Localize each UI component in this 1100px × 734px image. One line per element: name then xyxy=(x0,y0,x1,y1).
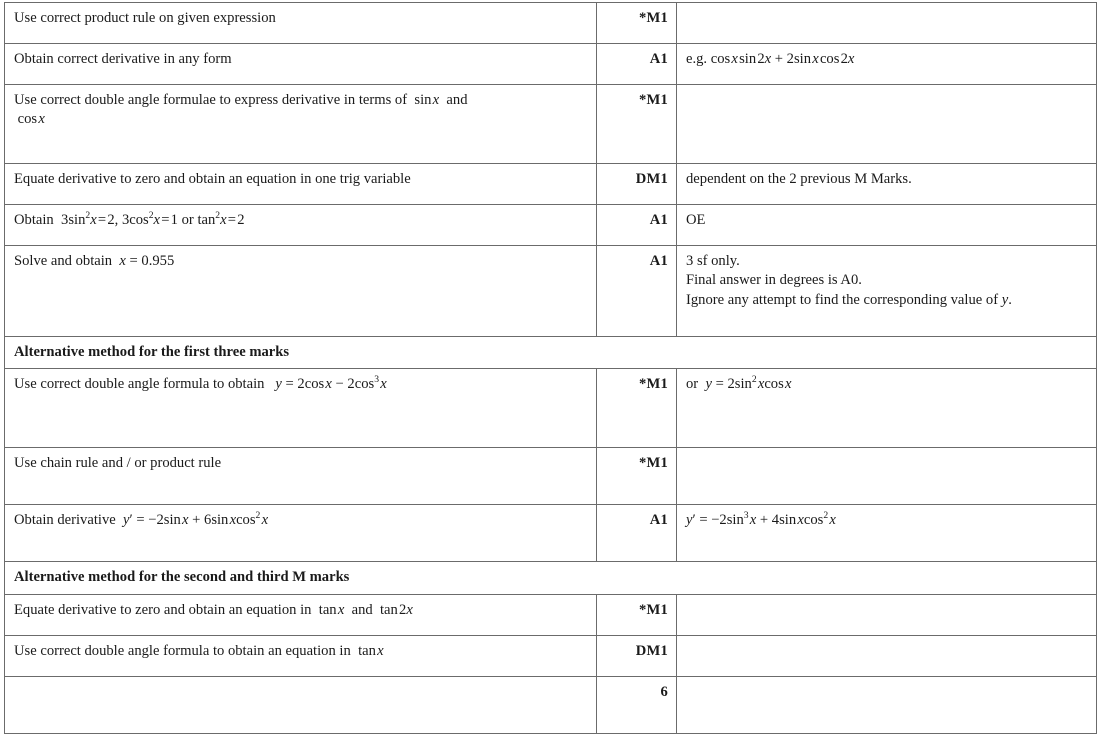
row-description-math: $3\sin^2x$ = 2 xyxy=(57,210,115,228)
row-description: Use chain rule and / or product rule xyxy=(5,448,597,505)
row-mark: *M1 xyxy=(597,369,677,448)
row-description-text: Use correct double angle formula to obtain an equation in xyxy=(14,642,351,659)
row-mark: *M1 xyxy=(597,3,677,44)
row-description-text: Use correct double angle formula to obtain xyxy=(14,376,265,393)
row-description-math: tan x xyxy=(358,642,384,659)
row-description xyxy=(5,635,597,676)
row-description xyxy=(5,246,597,337)
total-description xyxy=(5,676,597,733)
row-mark: DM1 xyxy=(597,164,677,205)
row-description-math-2: cos x xyxy=(17,111,45,128)
row-description-math: y = 2cos $x - 2\cos^3$ x xyxy=(275,374,387,393)
note-expression: $y' = -2\sin^3$ x + 4sin xcos$^2$ x xyxy=(686,510,836,529)
row-mark: A1 xyxy=(597,246,677,337)
table-row xyxy=(5,369,1097,448)
table-row xyxy=(5,164,1097,205)
row-note xyxy=(677,448,1097,505)
table-row xyxy=(5,448,1097,505)
row-description: Equate derivative to zero and obtain an equation in one trig variable xyxy=(5,164,597,205)
row-note xyxy=(677,246,1097,337)
row-description: Obtain correct derivative in any form xyxy=(5,44,597,85)
row-mark: *M1 xyxy=(597,594,677,635)
row-description-text: Equate derivative to zero and obtain an equation in xyxy=(14,601,312,618)
row-description-math: y′ = −2sin x + 6sin xcos$^2$ x xyxy=(123,510,269,529)
row-note xyxy=(677,369,1097,448)
row-description-math: tan x and tan 2x xyxy=(318,601,413,618)
note-expression: e.g. cos x sin 2x + 2sin x cos 2x xyxy=(686,51,855,67)
table-row xyxy=(5,594,1097,635)
mark-scheme-table xyxy=(4,2,1097,734)
row-description xyxy=(5,369,597,448)
row-description-text: Use correct double angle formulae to express derivative in terms of xyxy=(14,92,408,108)
section-header-alt-second-third: Alternative method for the second and third M marks xyxy=(5,562,1097,594)
row-note xyxy=(677,505,1097,562)
row-description-math: x = 0.955 xyxy=(119,253,175,269)
table-row xyxy=(5,505,1097,562)
table-row xyxy=(5,85,1097,164)
table-row xyxy=(5,635,1097,676)
row-note xyxy=(677,594,1097,635)
table-row xyxy=(5,3,1097,44)
table-row xyxy=(5,44,1097,85)
table-row xyxy=(5,246,1097,337)
row-description xyxy=(5,505,597,562)
row-mark: *M1 xyxy=(597,85,677,164)
table-row-section-header xyxy=(5,562,1097,594)
table-row-section-header xyxy=(5,337,1097,369)
row-description-text: Solve and obtain xyxy=(14,253,113,269)
row-description-text: Obtain xyxy=(14,212,54,228)
row-description xyxy=(5,85,597,164)
row-note: OE xyxy=(677,205,1097,246)
mark-scheme-sheet xyxy=(0,2,1100,700)
section-header-alt-first-three: Alternative method for the first three marks xyxy=(5,337,1097,369)
row-description-math-2: $3\cos^2x$ = 1 xyxy=(121,210,178,228)
row-note xyxy=(677,635,1097,676)
note-line-2: Final answer in degrees is A0. xyxy=(686,272,862,289)
row-note xyxy=(677,3,1097,44)
row-mark: *M1 xyxy=(597,448,677,505)
row-note xyxy=(677,85,1097,164)
row-note xyxy=(677,44,1097,85)
note-line-3: Ignore any attempt to find the corresponding value of y. xyxy=(686,291,1012,308)
row-description-math-3: $\tan^2x$ = 2 xyxy=(197,210,245,228)
row-description: Obtain $3\sin^2x$ = 2, $3\cos^2x$ = 1 or $\tan^2x$ = 2 xyxy=(5,205,597,246)
row-mark: DM1 xyxy=(597,635,677,676)
row-description: Use correct product rule on given expression xyxy=(5,3,597,44)
row-note: dependent on the 2 previous M Marks. xyxy=(677,164,1097,205)
note-expression: or $y = 2\sin^2$ xcos x xyxy=(686,374,792,393)
table-row xyxy=(5,205,1097,246)
row-mark: A1 xyxy=(597,505,677,562)
total-mark: 6 xyxy=(597,676,677,733)
total-note xyxy=(677,676,1097,733)
row-mark: A1 xyxy=(597,205,677,246)
row-mark: A1 xyxy=(597,44,677,85)
note-line-1: 3 sf only. xyxy=(686,253,740,269)
table-row-total xyxy=(5,676,1097,733)
row-description-math: sin x and xyxy=(414,92,468,108)
row-description xyxy=(5,594,597,635)
row-description-text: Obtain derivative xyxy=(14,512,116,529)
